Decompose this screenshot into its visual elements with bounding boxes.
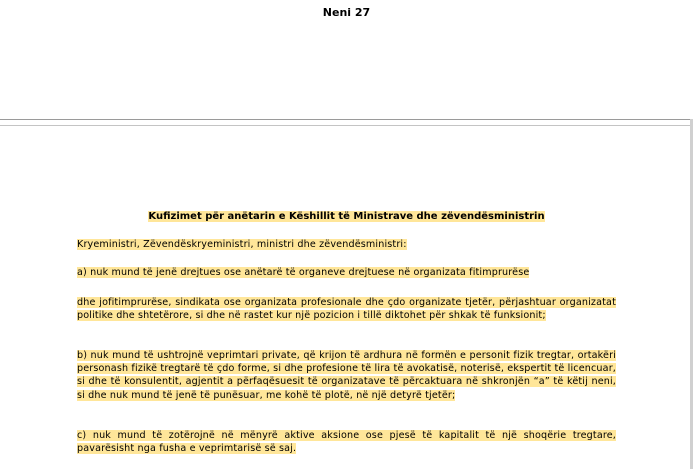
paragraph-a-part2 [77, 296, 616, 322]
paragraph-a-part2-text: dhe jofitimprurëse, sindikata ose organizata profesionale dhe çdo organizate tjetër, përjashtuar organizatat politike dhe shtetërore, si dhe në rastet kur një pozicion i tillë diktohet për shkak të funksionit; [77, 297, 616, 322]
paragraph-b-text: b) nuk mund të ushtrojnë veprimtari private, që krijon të ardhura në formën e personit fizik tregtar, ortakëri personash fizikë tregtarë të çdo forme, si dhe profesione të lira të avokatisë, noterisë, ekspertit të licencuar, si dhe të konsulentit, agjentit a përfaqësuesit të organizatave të përcaktuara në shkronjën “a” të këtij neni, si dhe nuk mund të jenë të punësuar, me kohë të plotë, në një detyrë tjetër; [77, 350, 616, 401]
paragraph-a-part1-text: a) nuk mund të jenë drejtues ose anëtarë të organeve drejtuese në organizata fitimprurëse [77, 267, 530, 278]
paragraph-c-text: c) nuk mund të zotërojnë në mënyrë aktive aksione ose pjesë të kapitalit të një shoqërie tregtare, pavarësisht nga fusha e veprimtarisë së saj. [77, 430, 616, 455]
paragraph-intro [77, 238, 616, 251]
section-title-text: Kufizimet për anëtarin e Këshillit të Ministrave dhe zëvendësministrin [148, 211, 545, 222]
paragraph-intro-text: Kryeministri, Zëvendëskryeministri, ministri dhe zëvendësministri: [77, 239, 407, 250]
paragraph-c [77, 429, 616, 455]
previous-page [0, 0, 693, 120]
article-number: Neni 27 [322, 6, 371, 19]
section-title [0, 210, 693, 223]
paragraph-a-part1 [77, 266, 616, 279]
page-break-divider [0, 119, 693, 126]
paragraph-b [77, 349, 616, 402]
